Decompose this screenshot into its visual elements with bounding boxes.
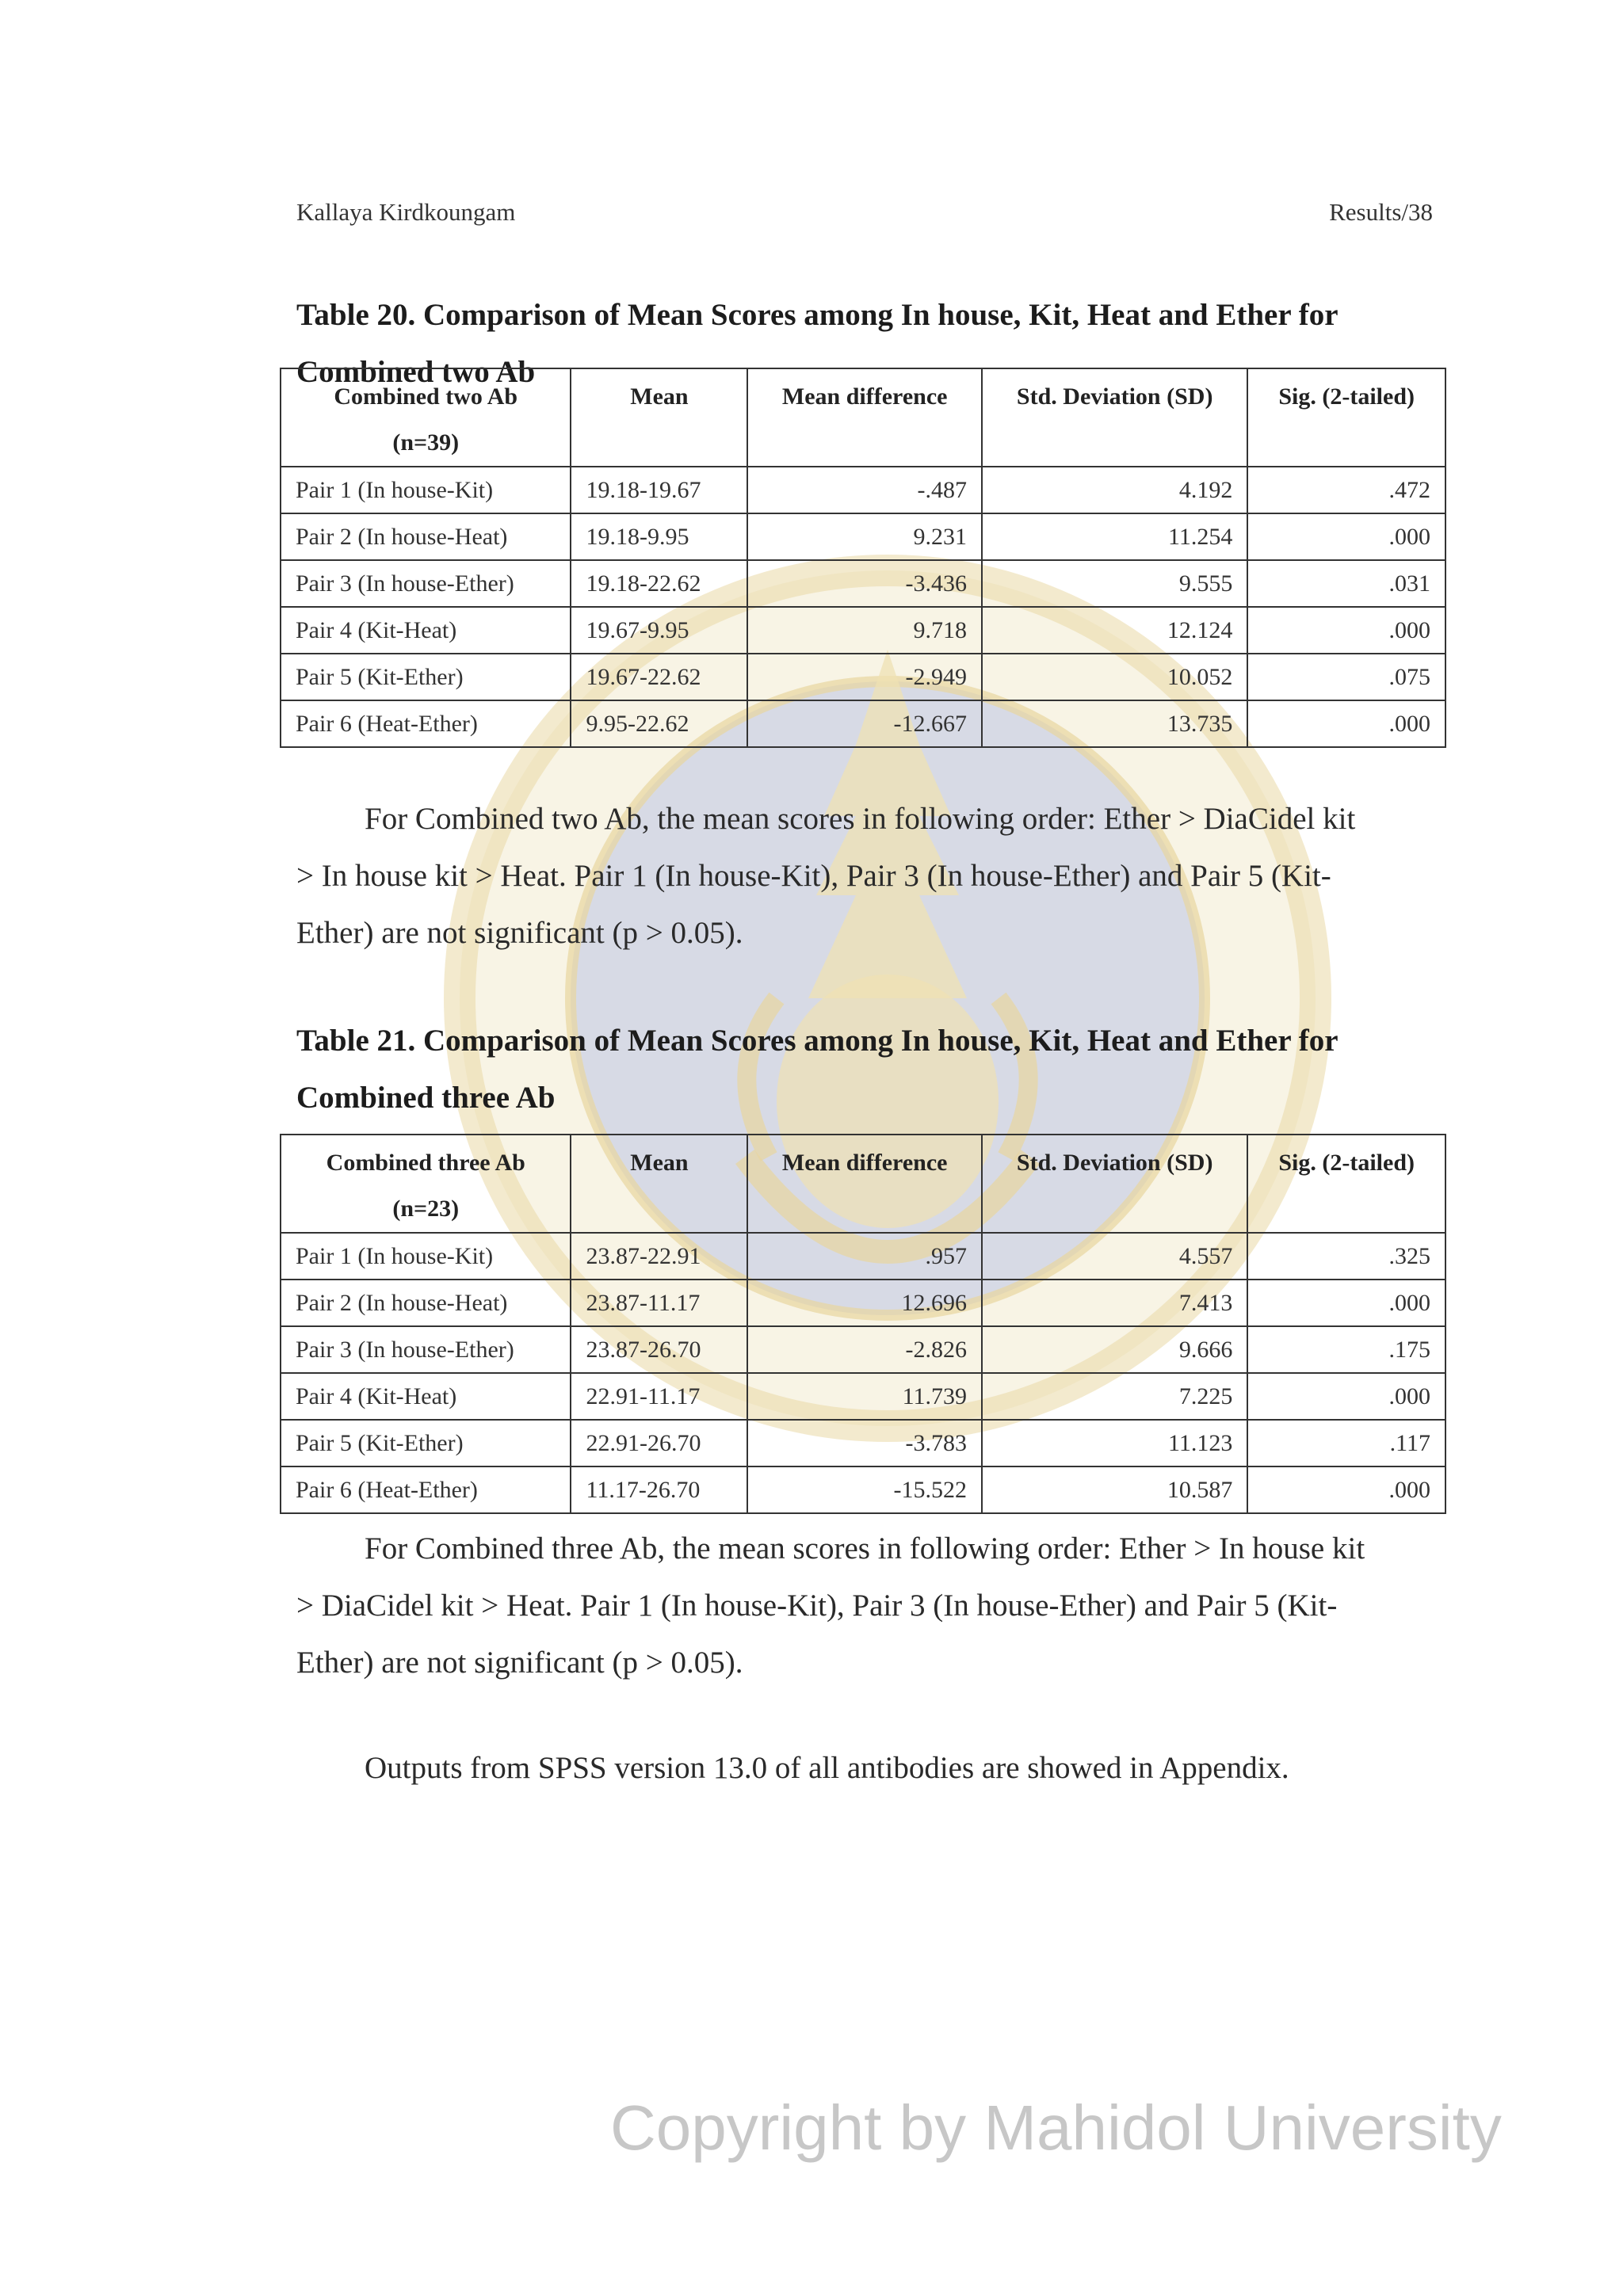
sig-cell: .031 <box>1247 560 1445 607</box>
mean-cell: 9.95-22.62 <box>571 700 747 747</box>
table-row <box>281 607 1445 654</box>
sig-cell: .000 <box>1247 1466 1445 1513</box>
sd-cell: 9.666 <box>982 1326 1247 1373</box>
mean-difference-cell: -12.667 <box>747 700 982 747</box>
mean-difference-cell: 9.718 <box>747 607 982 654</box>
sd-cell: 13.735 <box>982 700 1247 747</box>
paragraph-line: Ether) are not significant (p > 0.05). <box>296 1646 743 1680</box>
column-header-sig: Sig. (2-tailed) <box>1247 1135 1445 1233</box>
sd-cell: 12.124 <box>982 607 1247 654</box>
pair-label: Pair 3 (In house-Ether) <box>281 560 571 607</box>
pair-label: Pair 5 (Kit-Ether) <box>281 1420 571 1466</box>
caption-line: Combined two Ab <box>296 355 536 389</box>
sig-cell: .000 <box>1247 1373 1445 1420</box>
mean-difference-cell: 12.696 <box>747 1280 982 1326</box>
mean-difference-cell: 11.739 <box>747 1373 982 1420</box>
caption-line: Table 21. Comparison of Mean Scores among In house, Kit, Heat and Ether for <box>296 1024 1338 1058</box>
mean-difference-cell: -15.522 <box>747 1466 982 1513</box>
caption-line: Combined three Ab <box>296 1081 556 1115</box>
mean-cell: 19.67-9.95 <box>571 607 747 654</box>
column-header-sd: Std. Deviation (SD) <box>982 1135 1247 1233</box>
mean-difference-cell: -2.949 <box>747 654 982 700</box>
column-header-mean: Mean <box>571 368 747 467</box>
pair-label: Pair 4 (Kit-Heat) <box>281 607 571 654</box>
table-21-caption <box>296 1013 1422 1127</box>
pair-label: Pair 2 (In house-Heat) <box>281 1280 571 1326</box>
sig-cell: .000 <box>1247 513 1445 560</box>
header-n: (n=23) <box>392 1196 460 1222</box>
sd-cell: 11.123 <box>982 1420 1247 1466</box>
column-header-group <box>281 1135 571 1233</box>
mean-cell: 22.91-26.70 <box>571 1420 747 1466</box>
mean-cell: 22.91-11.17 <box>571 1373 747 1420</box>
mean-difference-cell: -3.783 <box>747 1420 982 1466</box>
sd-cell: 4.557 <box>982 1233 1247 1280</box>
pair-label: Pair 6 (Heat-Ether) <box>281 1466 571 1513</box>
table-row <box>281 1373 1445 1420</box>
table-row <box>281 1280 1445 1326</box>
paragraph-line: > In house kit > Heat. Pair 1 (In house-Kit), Pair 3 (In house-Ether) and Pair 5 (Kit- <box>296 859 1331 893</box>
paragraph-line: For Combined three Ab, the mean scores in following order: Ether > In house kit <box>365 1531 1365 1566</box>
mean-cell: 11.17-26.70 <box>571 1466 747 1513</box>
pair-label: Pair 1 (In house-Kit) <box>281 1233 571 1280</box>
sig-cell: .000 <box>1247 1280 1445 1326</box>
table-row <box>281 1326 1445 1373</box>
sig-cell: .117 <box>1247 1420 1445 1466</box>
table-20 <box>280 368 1446 748</box>
table-row <box>281 1466 1445 1513</box>
page-number: Results/38 <box>1329 198 1433 226</box>
column-header-mean: Mean <box>571 1135 747 1233</box>
table-row <box>281 467 1445 513</box>
table-21 <box>280 1134 1446 1514</box>
sig-cell: .175 <box>1247 1326 1445 1373</box>
mean-cell: 19.67-22.62 <box>571 654 747 700</box>
sig-cell: .325 <box>1247 1233 1445 1280</box>
sd-cell: 9.555 <box>982 560 1247 607</box>
caption-line: Table 20. Comparison of Mean Scores among In house, Kit, Heat and Ether for <box>296 298 1338 332</box>
mean-difference-cell: .957 <box>747 1233 982 1280</box>
sig-cell: .075 <box>1247 654 1445 700</box>
table-row <box>281 1233 1445 1280</box>
paragraph-line: For Combined two Ab, the mean scores in following order: Ether > DiaCidel kit <box>365 802 1356 836</box>
sig-cell: .472 <box>1247 467 1445 513</box>
sd-cell: 10.587 <box>982 1466 1247 1513</box>
mean-cell: 19.18-22.62 <box>571 560 747 607</box>
table-row <box>281 654 1445 700</box>
column-header-sig: Sig. (2-tailed) <box>1247 368 1445 467</box>
mean-cell: 23.87-11.17 <box>571 1280 747 1326</box>
sd-cell: 7.413 <box>982 1280 1247 1326</box>
mean-cell: 19.18-9.95 <box>571 513 747 560</box>
mean-cell: 19.18-19.67 <box>571 467 747 513</box>
pair-label: Pair 1 (In house-Kit) <box>281 467 571 513</box>
pair-label: Pair 5 (Kit-Ether) <box>281 654 571 700</box>
pair-label: Pair 3 (In house-Ether) <box>281 1326 571 1373</box>
copyright-watermark: Copyright by Mahidol University <box>610 2092 1502 2163</box>
table-row <box>281 700 1445 747</box>
table-row <box>281 1420 1445 1466</box>
column-header-sd: Std. Deviation (SD) <box>982 368 1247 467</box>
pair-label: Pair 4 (Kit-Heat) <box>281 1373 571 1420</box>
sd-cell: 11.254 <box>982 513 1247 560</box>
pair-label: Pair 2 (In house-Heat) <box>281 513 571 560</box>
sd-cell: 4.192 <box>982 467 1247 513</box>
header-label: Combined three Ab <box>326 1150 525 1176</box>
mean-difference-cell: -.487 <box>747 467 982 513</box>
mean-difference-cell: 9.231 <box>747 513 982 560</box>
sd-cell: 7.225 <box>982 1373 1247 1420</box>
table-header-row <box>281 1135 1445 1233</box>
header-label: Combined two Ab <box>334 383 518 410</box>
paragraph-spss-note: Outputs from SPSS version 13.0 of all antibodies are showed in Appendix. <box>365 1751 1289 1785</box>
column-header-mean-difference: Mean difference <box>747 368 982 467</box>
table-row <box>281 560 1445 607</box>
mean-cell: 23.87-26.70 <box>571 1326 747 1373</box>
paragraph-table-20-summary <box>296 791 1430 962</box>
author-name: Kallaya Kirdkoungam <box>296 198 516 226</box>
column-header-group <box>281 368 571 467</box>
paragraph-table-21-summary <box>296 1520 1430 1691</box>
sd-cell: 10.052 <box>982 654 1247 700</box>
pair-label: Pair 6 (Heat-Ether) <box>281 700 571 747</box>
table-header-row <box>281 368 1445 467</box>
sig-cell: .000 <box>1247 700 1445 747</box>
page-header <box>296 198 1433 230</box>
table-row <box>281 513 1445 560</box>
mean-difference-cell: -3.436 <box>747 560 982 607</box>
sig-cell: .000 <box>1247 607 1445 654</box>
paragraph-line: Ether) are not significant (p > 0.05). <box>296 916 743 950</box>
mean-difference-cell: -2.826 <box>747 1326 982 1373</box>
column-header-mean-difference: Mean difference <box>747 1135 982 1233</box>
mean-cell: 23.87-22.91 <box>571 1233 747 1280</box>
header-n: (n=39) <box>392 429 460 456</box>
paragraph-line: > DiaCidel kit > Heat. Pair 1 (In house-Kit), Pair 3 (In house-Ether) and Pair 5 (Kit- <box>296 1589 1338 1623</box>
